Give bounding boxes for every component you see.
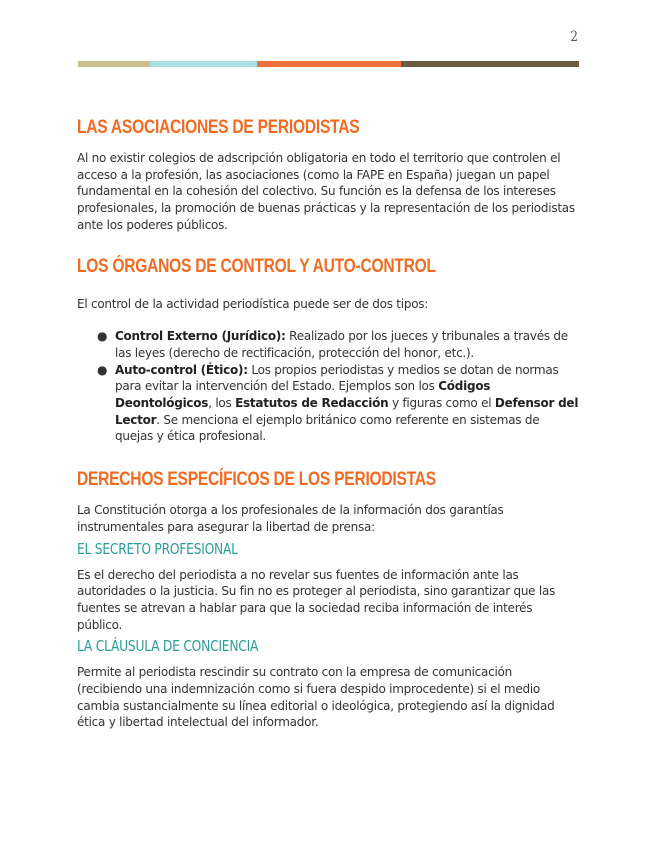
- list-item: [77, 362, 579, 446]
- bold-term: Códigos Deontológicos: [115, 379, 491, 411]
- list-item: [77, 328, 579, 361]
- paragraph-asociaciones: Al no existir colegios de adscripción obligatoria en todo el territorio que controlen el acceso a la profesión, las asociaciones (como la FAPE en España) juegan un papel fundamental en la cohesión del colectivo. Su función es la defensa de los intereses profesionales, la promoción de buenas prácticas y la representación de los periodistas ante los poderes públicos.: [77, 151, 575, 232]
- color-bar-segment-orange: [257, 61, 401, 67]
- color-bar-segment-brown: [401, 61, 579, 67]
- paragraph-organos-intro: El control de la actividad periodística puede ser de dos tipos:: [77, 296, 429, 311]
- paragraph-secreto-profesional: Es el derecho del periodista a no revelar sus fuentes de información ante las autoridades o la justicia. Su fin no es proteger al periodista, sino garantizar que las fuentes se atrevan a hablar para que la sociedad reciba información de interés público.: [77, 567, 556, 632]
- subheading-secreto-profesional: EL SECRETO PROFESIONAL: [77, 539, 238, 558]
- bullet-text: Los propios periodistas y medios se dotan de normas para evitar la intervención del Estado. Ejemplos son los: [115, 362, 559, 394]
- page-number: 2: [570, 29, 578, 45]
- document-content: [77, 117, 579, 731]
- paragraph-derechos-intro: La Constitución otorga a los profesionales de la información dos garantías instrumentales para asegurar la libertad de prensa:: [77, 503, 504, 534]
- bullet-title: Control Externo (Jurídico):: [115, 329, 286, 344]
- bullet-icon: ●: [97, 329, 108, 344]
- bullet-text: . Se menciona el ejemplo británico como referente en sistemas de quejas y ética profesional.: [115, 412, 540, 444]
- header-color-bar: [78, 61, 579, 67]
- paragraph-clausula-conciencia: Permite al periodista rescindir su contrato con la empresa de comunicación (recibiendo una indemnización como si fuera despido improcedente) si el medio cambia sustancialmente su línea editorial o ideológica, protegiendo así la dignidad ética y libertad intelectual del informador.: [77, 665, 555, 730]
- bullet-text: Realizado por los jueces y tribunales a través de las leyes (derecho de rectificación, protección del honor, etc.).: [115, 329, 568, 360]
- color-bar-segment-cyan: [150, 61, 257, 67]
- bullet-icon: ●: [97, 362, 108, 377]
- section-heading-organos: LOS ÓRGANOS DE CONTROL Y AUTO-CONTROL: [77, 255, 436, 277]
- color-bar-segment-tan: [78, 61, 150, 67]
- section-heading-asociaciones: LAS ASOCIACIONES DE PERIODISTAS: [77, 117, 360, 138]
- control-types-list: [77, 328, 579, 445]
- subheading-clausula-conciencia: LA CLÁUSULA DE CONCIENCIA: [77, 637, 259, 656]
- bold-term: Estatutos de Redacción: [235, 396, 389, 411]
- bullet-title: Auto-control (Ético):: [115, 362, 248, 377]
- bullet-text: y figuras como el: [388, 396, 495, 411]
- section-heading-derechos: DERECHOS ESPECÍFICOS DE LOS PERIODISTAS: [77, 469, 436, 491]
- bullet-text: , los: [208, 396, 236, 411]
- bold-term: Defensor del Lector: [115, 396, 579, 427]
